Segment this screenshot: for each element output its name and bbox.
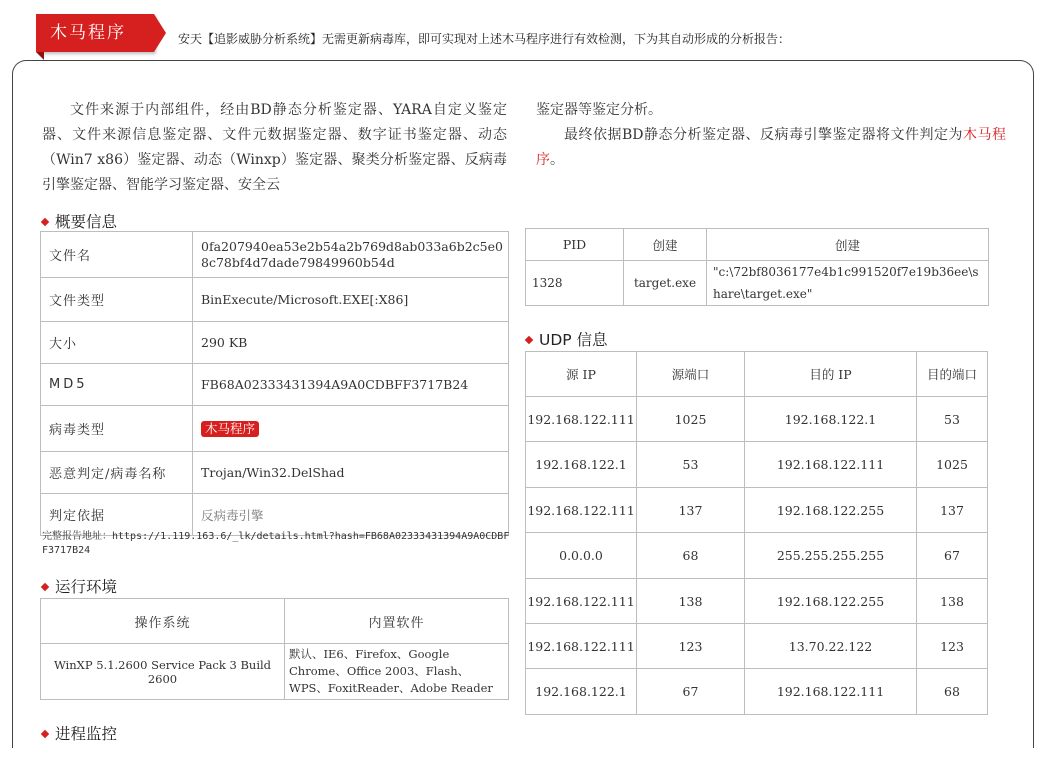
conclusion-highlight: 木马程序: [536, 127, 1006, 168]
table-row: 大小 290 KB: [41, 322, 509, 364]
table-row: 判定依据 反病毒引擎: [41, 494, 509, 536]
diamond-bullet-icon: [525, 335, 533, 343]
intro-text: 安天【追影威胁分析系统】无需更新病毒库，即可实现对上述木马程序进行有效检测，下为其自动形成的分析报告：: [178, 32, 791, 46]
body-paragraph-right: 鉴定器等鉴定分析。 最终依据BD静态分析鉴定器、反病毒引擎鉴定器将文件判定为木马程序。: [536, 98, 1006, 173]
table-header-row: 源 IP 源端口 目的 IP 目的端口: [526, 352, 988, 397]
table-row: 192.168.122.111 123 13.70.22.122 123: [526, 624, 988, 669]
table-row: 192.168.122.1 67 192.168.122.111 68: [526, 669, 988, 715]
body-paragraph-left: 文件来源于内部组件，经由BD静态分析鉴定器、YARA自定义鉴定器、文件来源信息鉴定器、文件元数据鉴定器、数字证书鉴定器、动态（Win7 x86）鉴定器、动态（Winxp）鉴定器、聚类分析鉴定器、反病毒引擎鉴定器、智能学习鉴定器、安全云: [42, 102, 507, 193]
table-row: 0.0.0.0 68 255.255.255.255 67: [526, 533, 988, 579]
overview-table: [40, 231, 509, 536]
diamond-bullet-icon: [41, 729, 49, 737]
table-row: 192.168.122.111 137 192.168.122.255 137: [526, 488, 988, 533]
table-header-row: 操作系统 内置软件: [41, 599, 509, 644]
table-row: 192.168.122.1 53 192.168.122.111 1025: [526, 442, 988, 488]
diamond-bullet-icon: [41, 217, 49, 225]
full-report-link[interactable]: 完整报告地址：https://1.119.163.6/_lk/details.html?hash=FB68A02333431394A9A0CDBFF3717B24: [42, 531, 510, 556]
table-row: 192.168.122.111 1025 192.168.122.1 53: [526, 397, 988, 442]
process-table: [525, 228, 989, 306]
section-tab-label: 木马程序: [50, 23, 126, 43]
conclusion-text: 最终依据BD静态分析鉴定器、反病毒引擎鉴定器将文件判定为木马程序。: [536, 127, 1006, 168]
table-row: 恶意判定/病毒名称 Trojan/Win32.DelShad: [41, 452, 509, 494]
section-title-udp: UDP 信息: [524, 328, 608, 350]
section-title-process: 进程监控: [40, 722, 117, 744]
virus-type-badge: 木马程序: [201, 421, 259, 437]
table-row: WinXP 5.1.2600 Service Pack 3 Build 2600 默认、IE6、Firefox、Google Chrome、Office 2003、Flash、WPS、FoxitReader、Adobe Reader: [41, 644, 509, 700]
table-row: 192.168.122.111 138 192.168.122.255 138: [526, 579, 988, 624]
diamond-bullet-icon: [41, 582, 49, 590]
table-header-row: PID 创建 创建: [526, 229, 989, 261]
table-row: 病毒类型 木马程序: [41, 406, 509, 452]
table-row: MD5 FB68A02333431394A9A0CDBFF3717B24: [41, 364, 509, 406]
table-row: 文件类型 BinExecute/Microsoft.EXE[:X86]: [41, 278, 509, 322]
table-row: 文件名 0fa207940ea53e2b54a2b769d8ab033a6b2c5e08c78bf4d7dade79849960b54d: [41, 232, 509, 278]
section-title-env: 运行环境: [40, 575, 117, 597]
udp-table: [525, 351, 988, 715]
section-title-overview: 概要信息: [40, 210, 117, 232]
tab-fold-decoration: [36, 52, 44, 60]
table-row: 1328 target.exe "c:\72bf8036177e4b1c991520f7e19b36ee\share\target.exe": [526, 261, 989, 306]
section-tab: [36, 14, 154, 52]
env-table: [40, 598, 509, 700]
